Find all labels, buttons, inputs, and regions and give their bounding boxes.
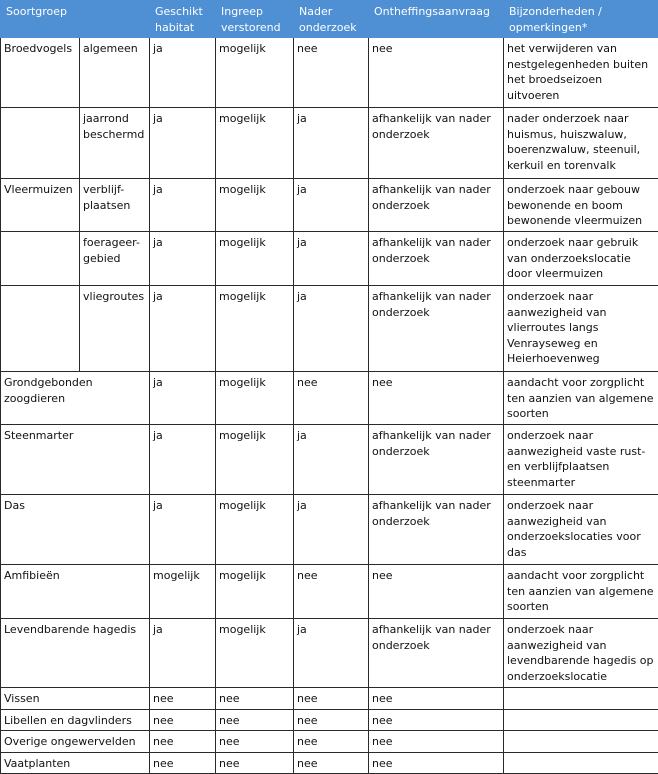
table-row <box>1 38 658 108</box>
cell-opmerking <box>504 709 658 731</box>
header-soortgroep: Soortgroep <box>1 1 150 38</box>
cell-soortgroep: Vleermuizen <box>1 179 80 232</box>
cell-nader-onderzoek: nee <box>294 38 369 108</box>
cell-nader-onderzoek: ja <box>294 179 369 232</box>
cell-geschikt-habitat: nee <box>150 709 216 731</box>
table-row <box>1 286 658 372</box>
cell-geschikt-habitat: ja <box>150 372 216 425</box>
cell-ingreep-verstorend: mogelijk <box>216 38 294 108</box>
cell-nader-onderzoek: nee <box>294 709 369 731</box>
cell-opmerking: onderzoek naar aanwezigheid van onderzoekslocaties voor das <box>504 495 658 565</box>
cell-soortgroep: Vaatplanten <box>1 752 150 774</box>
table-row <box>1 619 658 688</box>
cell-ingreep-verstorend: mogelijk <box>216 108 294 179</box>
cell-opmerking: aandacht voor zorgplicht ten aanzien van algemene soorten <box>504 372 658 425</box>
cell-subgroep: verblijf-plaatsen <box>80 179 150 232</box>
cell-ingreep-verstorend: mogelijk <box>216 372 294 425</box>
cell-geschikt-habitat: ja <box>150 425 216 495</box>
cell-ontheffingsaanvraag: nee <box>369 731 504 753</box>
cell-opmerking: onderzoek naar gebruik van onderzoekslocatie door vleermuizen <box>504 232 658 286</box>
cell-opmerking: onderzoek naar gebouw bewonende en boom bewonende vleermuizen <box>504 179 658 232</box>
cell-geschikt-habitat: nee <box>150 752 216 774</box>
cell-geschikt-habitat: ja <box>150 495 216 565</box>
cell-ingreep-verstorend: mogelijk <box>216 619 294 688</box>
cell-opmerking: onderzoek naar aanwezigheid van levendbarende hagedis op onderzoekslocatie <box>504 619 658 688</box>
cell-subgroep: foerageer-gebied <box>80 232 150 286</box>
cell-nader-onderzoek: nee <box>294 565 369 619</box>
cell-opmerking <box>504 752 658 774</box>
header-nader-onderzoek: Nader onderzoek <box>294 1 369 38</box>
header-ontheffingsaanvraag: Ontheffingsaanvraag <box>369 1 504 38</box>
cell-geschikt-habitat: ja <box>150 38 216 108</box>
cell-ontheffingsaanvraag: nee <box>369 38 504 108</box>
cell-opmerking: nader onderzoek naar huismus, huiszwaluw, boerenzwaluw, steenuil, kerkuil en torenvalk <box>504 108 658 179</box>
cell-ontheffingsaanvraag: afhankelijk van nader onderzoek <box>369 179 504 232</box>
cell-ontheffingsaanvraag: afhankelijk van nader onderzoek <box>369 108 504 179</box>
cell-subgroep: jaarrond beschermd <box>80 108 150 179</box>
cell-soortgroep: Vissen <box>1 688 150 710</box>
cell-ingreep-verstorend: mogelijk <box>216 286 294 372</box>
table-header-row <box>1 1 658 38</box>
cell-opmerking <box>504 731 658 753</box>
cell-nader-onderzoek: ja <box>294 495 369 565</box>
cell-ingreep-verstorend: nee <box>216 731 294 753</box>
table-row <box>1 731 658 753</box>
cell-geschikt-habitat: ja <box>150 232 216 286</box>
table-row <box>1 565 658 619</box>
cell-nader-onderzoek: ja <box>294 619 369 688</box>
cell-ingreep-verstorend: nee <box>216 752 294 774</box>
cell-geschikt-habitat: ja <box>150 108 216 179</box>
cell-geschikt-habitat: nee <box>150 731 216 753</box>
cell-ingreep-verstorend: mogelijk <box>216 495 294 565</box>
cell-opmerking: aandacht voor zorgplicht ten aanzien van algemene soorten <box>504 565 658 619</box>
cell-soortgroep: Steenmarter <box>1 425 150 495</box>
cell-nader-onderzoek: ja <box>294 286 369 372</box>
cell-soortgroep <box>1 286 80 372</box>
table-row <box>1 752 658 774</box>
cell-geschikt-habitat: ja <box>150 619 216 688</box>
cell-nader-onderzoek: ja <box>294 425 369 495</box>
cell-ingreep-verstorend: mogelijk <box>216 232 294 286</box>
cell-nader-onderzoek: ja <box>294 232 369 286</box>
cell-opmerking <box>504 688 658 710</box>
table-row <box>1 709 658 731</box>
cell-ontheffingsaanvraag: afhankelijk van nader onderzoek <box>369 232 504 286</box>
cell-opmerking: onderzoek naar aanwezigheid van vlierroutes langs Venrayseweg en Heierhoevenweg <box>504 286 658 372</box>
header-geschikt-habitat: Geschikt habitat <box>150 1 216 38</box>
cell-ontheffingsaanvraag: afhankelijk van nader onderzoek <box>369 425 504 495</box>
cell-soortgroep: Libellen en dagvlinders <box>1 709 150 731</box>
cell-ingreep-verstorend: nee <box>216 688 294 710</box>
table-row <box>1 179 658 232</box>
table-row <box>1 232 658 286</box>
cell-ontheffingsaanvraag: afhankelijk van nader onderzoek <box>369 619 504 688</box>
header-ingreep-verstorend: Ingreep verstorend <box>216 1 294 38</box>
cell-ingreep-verstorend: mogelijk <box>216 565 294 619</box>
table-row <box>1 372 658 425</box>
cell-geschikt-habitat: ja <box>150 286 216 372</box>
cell-opmerking: onderzoek naar aanwezigheid vaste rust- en verblijfplaatsen steenmarter <box>504 425 658 495</box>
header-bijzonderheden: Bijzonderheden / opmerkingen* <box>504 1 658 38</box>
cell-ontheffingsaanvraag: nee <box>369 372 504 425</box>
table-row <box>1 108 658 179</box>
cell-ingreep-verstorend: mogelijk <box>216 425 294 495</box>
cell-nader-onderzoek: nee <box>294 731 369 753</box>
cell-nader-onderzoek: ja <box>294 108 369 179</box>
cell-ingreep-verstorend: nee <box>216 709 294 731</box>
cell-geschikt-habitat: mogelijk <box>150 565 216 619</box>
cell-subgroep: algemeen <box>80 38 150 108</box>
cell-soortgroep <box>1 232 80 286</box>
cell-ontheffingsaanvraag: nee <box>369 565 504 619</box>
cell-nader-onderzoek: nee <box>294 372 369 425</box>
table-row <box>1 425 658 495</box>
cell-soortgroep: Levendbarende hagedis <box>1 619 150 688</box>
cell-soortgroep: Broedvogels <box>1 38 80 108</box>
cell-nader-onderzoek: nee <box>294 688 369 710</box>
table-row <box>1 688 658 710</box>
cell-subgroep: vliegroutes <box>80 286 150 372</box>
cell-ontheffingsaanvraag: afhankelijk van nader onderzoek <box>369 495 504 565</box>
cell-soortgroep: Grondgebonden zoogdieren <box>1 372 150 425</box>
cell-ontheffingsaanvraag: nee <box>369 688 504 710</box>
table-row <box>1 495 658 565</box>
cell-opmerking: het verwijderen van nestgelegenheden buiten het broedseizoen uitvoeren <box>504 38 658 108</box>
cell-ontheffingsaanvraag: nee <box>369 709 504 731</box>
cell-nader-onderzoek: nee <box>294 752 369 774</box>
cell-soortgroep: Amfibieën <box>1 565 150 619</box>
cell-soortgroep <box>1 108 80 179</box>
cell-soortgroep: Das <box>1 495 150 565</box>
cell-geschikt-habitat: ja <box>150 179 216 232</box>
cell-ontheffingsaanvraag: nee <box>369 752 504 774</box>
cell-ingreep-verstorend: mogelijk <box>216 179 294 232</box>
cell-geschikt-habitat: nee <box>150 688 216 710</box>
cell-ontheffingsaanvraag: afhankelijk van nader onderzoek <box>369 286 504 372</box>
cell-soortgroep: Overige ongewervelden <box>1 731 150 753</box>
